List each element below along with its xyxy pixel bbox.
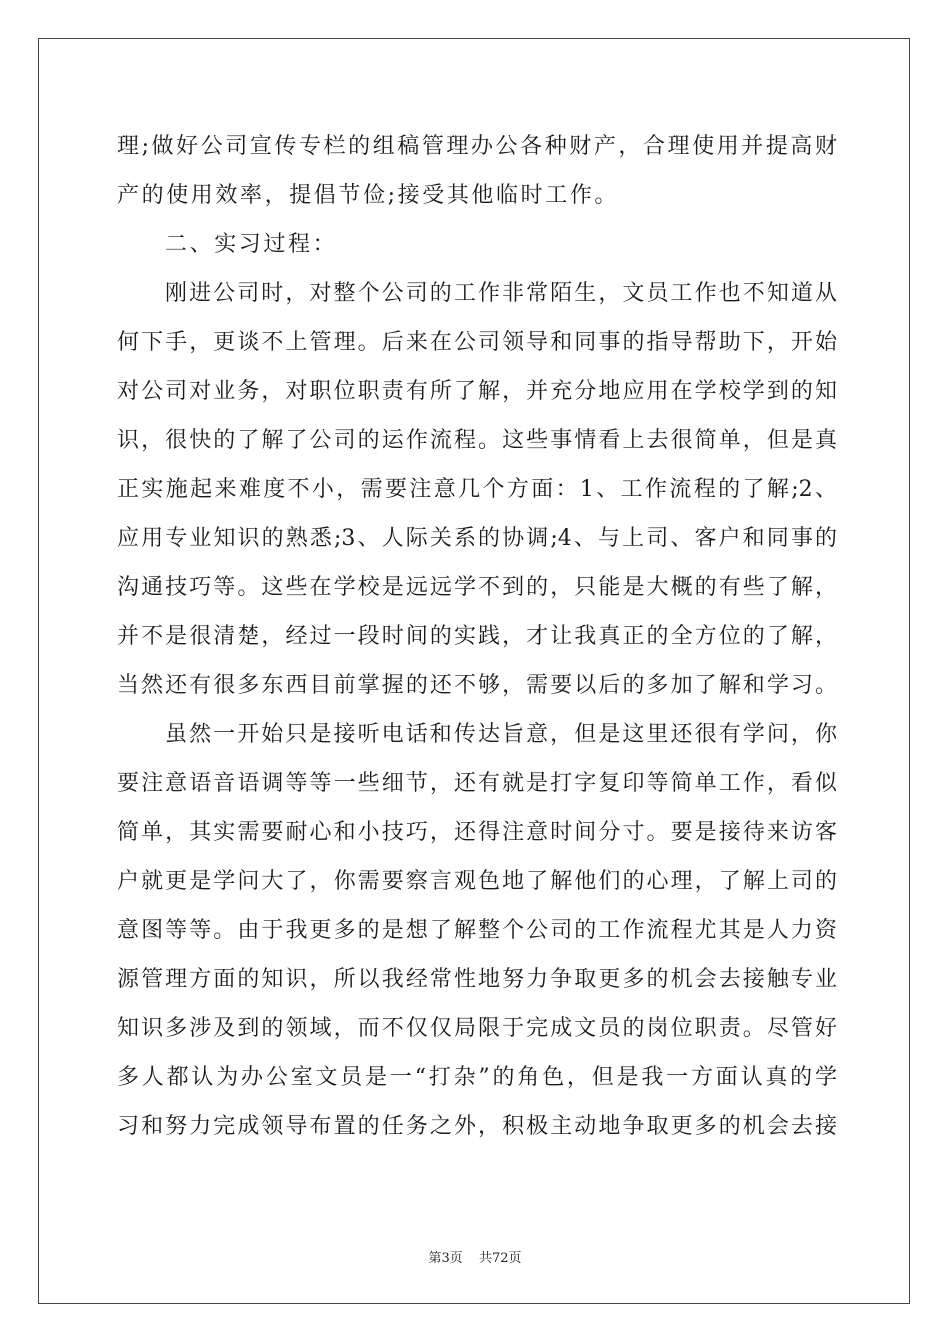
page-number-total: 共72页 (478, 1251, 522, 1266)
text-line: 刚进公司时，对整个公司的工作非常陌生，文员工作也不知道从 (165, 281, 837, 306)
text-line: 何下手，更谈不上管理。后来在公司领导和同事的指导帮助下，开始 (117, 330, 837, 355)
text-line: 源管理方面的知识，所以我经常性地努力争取更多的机会去接触专业 (117, 967, 837, 992)
text-line: 沟通技巧等。这些在学校是远远学不到的，只能是大概的有些了解， (117, 575, 837, 600)
text-line: 意图等等。由于我更多的是想了解整个公司的工作流程尤其是人力资 (117, 918, 837, 943)
document-body (117, 122, 837, 1151)
text-line: 识，很快的了解了公司的运作流程。这些事情看上去很简单，但是真 (117, 428, 837, 453)
text-line: 应用专业知识的熟悉;3、人际关系的协调;4、与上司、客户和同事的 (117, 526, 837, 551)
text-line: 当然还有很多东西目前掌握的还不够，需要以后的多加了解和学习。 (117, 673, 837, 698)
text-line: 习和努力完成领导布置的任务之外，积极主动地争取更多的机会去接 (117, 1114, 837, 1139)
text-line: 对公司对业务，对职位职责有所了解，并充分地应用在学校学到的知 (117, 379, 837, 404)
page-number-current: 第3页 (428, 1251, 463, 1266)
text-line: 知识多涉及到的领域，而不仅仅局限于完成文员的岗位职责。尽管好 (117, 1016, 837, 1041)
text-line: 正实施起来难度不小，需要注意几个方面：1、工作流程的了解;2、 (117, 477, 837, 502)
text-line: 户就更是学问大了，你需要察言观色地了解他们的心理，了解上司的 (117, 869, 837, 894)
text-line: 虽然一开始只是接听电话和传达旨意，但是这里还很有学问，你 (165, 722, 837, 747)
text-line: 要注意语音语调等等一些细节，还有就是打字复印等简单工作，看似 (117, 771, 837, 796)
page-footer (0, 1247, 950, 1266)
text-line: 产的使用效率，提倡节俭;接受其他临时工作。 (117, 183, 620, 208)
text-line: 并不是很清楚，经过一段时间的实践，才让我真正的全方位的了解， (117, 624, 837, 649)
text-line: 二、实习过程： (165, 232, 338, 257)
text-line: 多人都认为办公室文员是一“打杂”的角色，但是我一方面认真的学 (117, 1065, 837, 1090)
text-line: 理;做好公司宣传专栏的组稿管理办公各种财产，合理使用并提高财 (117, 134, 837, 159)
text-line: 简单，其实需要耐心和小技巧，还得注意时间分寸。要是接待来访客 (117, 820, 837, 845)
